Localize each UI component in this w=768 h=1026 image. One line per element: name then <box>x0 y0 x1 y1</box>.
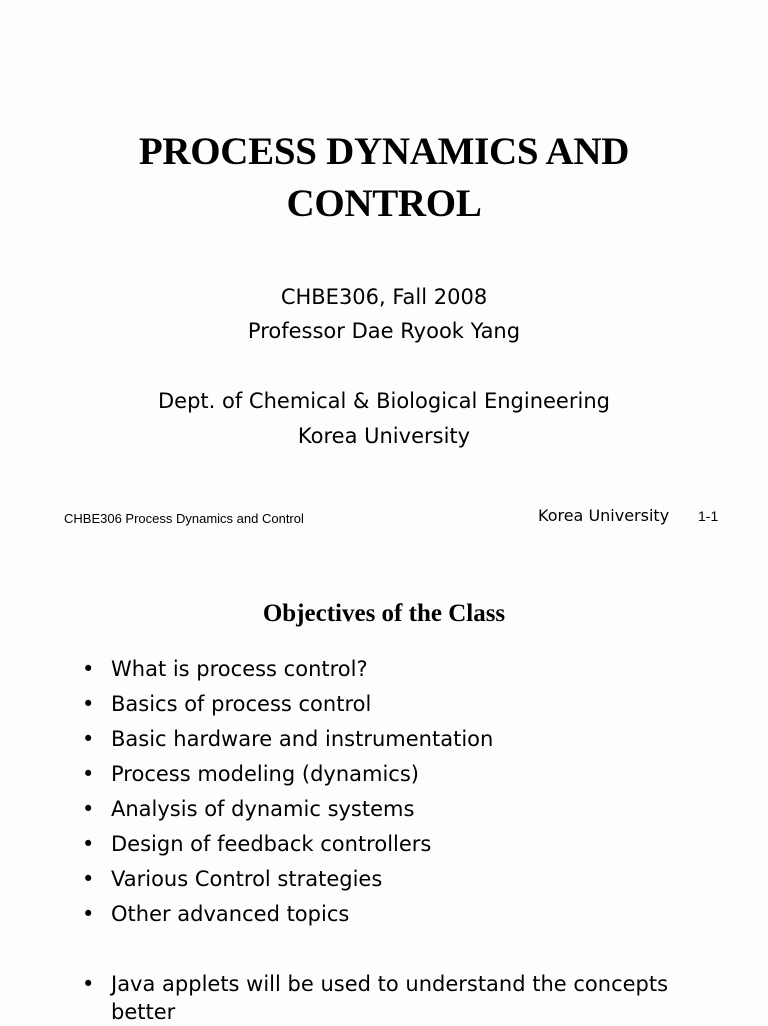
footer-course-title: CHBE306 Process Dynamics and Control <box>64 511 304 526</box>
extra-note-list <box>82 970 671 1026</box>
course-code: CHBE306, Fall 2008 <box>280 285 488 309</box>
page-number: 1-1 <box>698 508 719 524</box>
list-item <box>82 796 493 831</box>
department-name: Dept. of Chemical & Biological Engineering <box>158 389 610 413</box>
list-item-text: Basics of process control <box>111 692 372 716</box>
list-item-text: Design of feedback controllers <box>111 832 432 856</box>
title-line-2: CONTROL <box>286 182 482 225</box>
objectives-title: Objectives of the Class <box>262 600 506 627</box>
professor-name: Professor Dae Ryook Yang <box>247 319 521 343</box>
list-item <box>82 761 493 796</box>
list-item-text: What is process control? <box>111 657 368 681</box>
bullet-icon: • <box>82 832 95 856</box>
footer-university: Korea University <box>538 506 670 525</box>
objectives-list <box>82 656 493 936</box>
list-item <box>82 726 493 761</box>
list-item-text: Basic hardware and instrumentation <box>111 727 494 751</box>
bullet-icon: • <box>82 902 95 926</box>
list-item <box>82 831 493 866</box>
title-line-1: PROCESS DYNAMICS AND <box>138 130 630 173</box>
list-item-text: Other advanced topics <box>111 902 350 926</box>
slide-title <box>0 126 768 230</box>
bullet-icon: • <box>82 762 95 786</box>
list-item-text: Analysis of dynamic systems <box>111 797 415 821</box>
list-item <box>82 970 671 1026</box>
bullet-icon: • <box>82 797 95 821</box>
list-item <box>82 656 493 691</box>
bullet-icon: • <box>82 727 95 751</box>
bullet-icon: • <box>82 867 95 891</box>
university-name: Korea University <box>297 424 471 448</box>
list-item-text: Process modeling (dynamics) <box>111 762 419 786</box>
list-item-text: Java applets will be used to understand the concepts better <box>111 972 669 1024</box>
list-item-text: Various Control strategies <box>111 867 383 891</box>
slide-2 <box>0 560 768 1024</box>
list-item <box>82 901 493 936</box>
list-item <box>82 866 493 901</box>
bullet-icon: • <box>82 692 95 716</box>
list-item <box>82 691 493 726</box>
bullet-icon: • <box>82 657 95 681</box>
bullet-icon: • <box>82 972 95 996</box>
